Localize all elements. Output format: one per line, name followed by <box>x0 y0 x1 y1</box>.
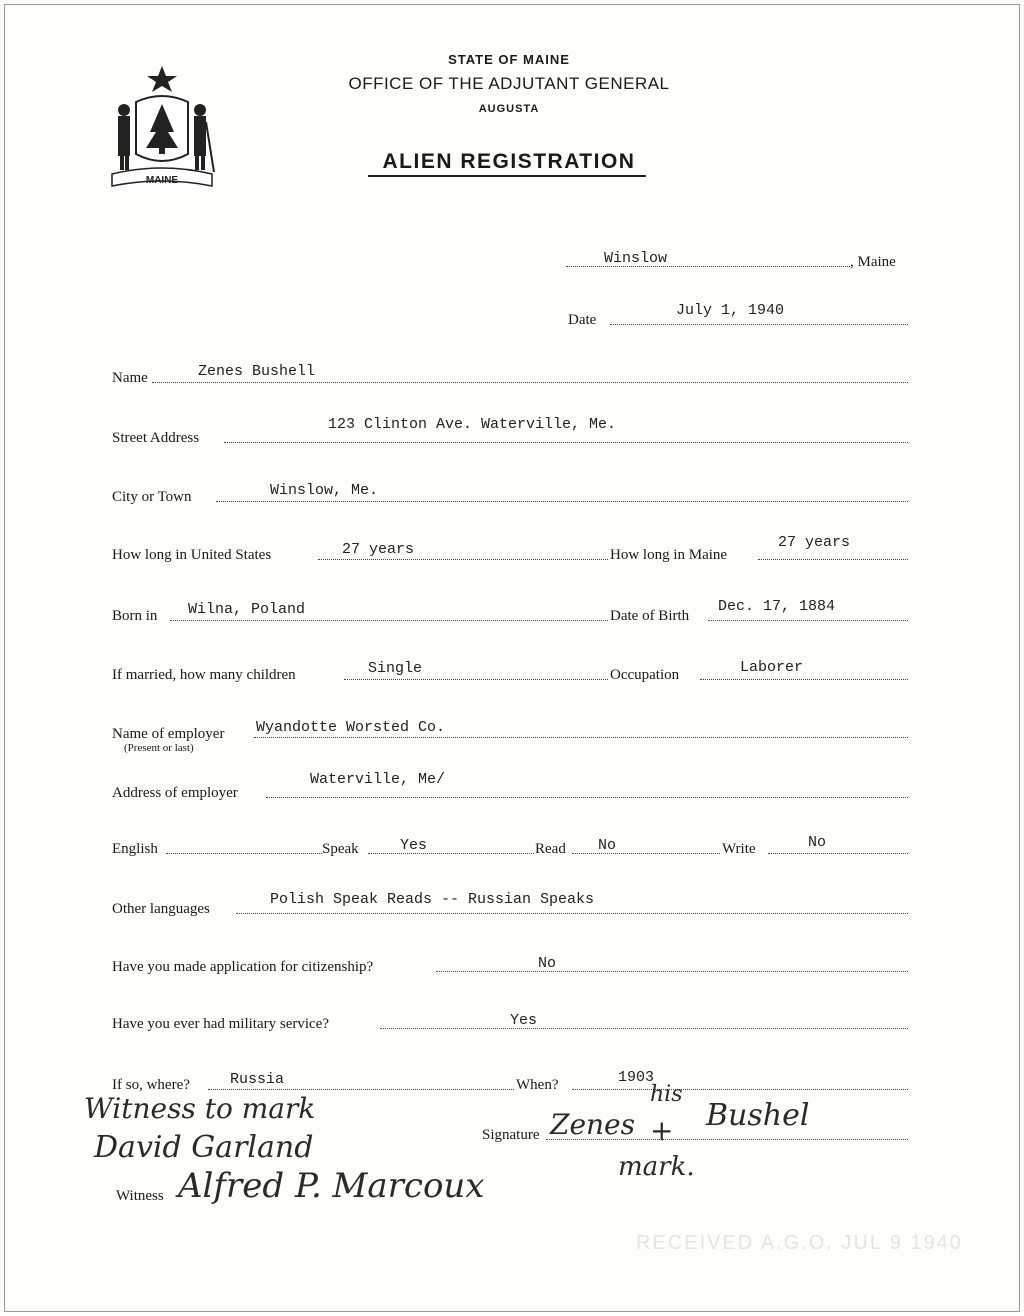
witness-signature[interactable]: Alfred P. Marcoux <box>178 1166 485 1206</box>
signature-last[interactable]: Bushel <box>706 1098 810 1133</box>
where-line <box>208 1089 514 1090</box>
write-value[interactable]: No <box>808 834 827 851</box>
employer-value[interactable]: Wyandotte Worsted Co. <box>256 719 446 736</box>
write-label: Write <box>722 841 756 857</box>
date-label: Date <box>568 312 597 328</box>
name-label: Name <box>112 370 148 386</box>
dob-value[interactable]: Dec. 17, 1884 <box>718 598 836 615</box>
english-line <box>166 853 322 854</box>
street-value[interactable]: 123 Clinton Ave. Waterville, Me. <box>328 416 617 433</box>
when-value[interactable]: 1903 <box>618 1069 655 1086</box>
city-label: City or Town <box>112 489 192 505</box>
header-state: STATE OF MAINE <box>448 52 570 67</box>
speak-line <box>368 853 534 854</box>
name-value[interactable]: Zenes Bushell <box>198 363 316 380</box>
when-line <box>572 1089 908 1090</box>
maine-label: , Maine <box>850 254 896 270</box>
date-line <box>610 324 908 325</box>
when-label: When? <box>516 1077 559 1093</box>
employer-line <box>254 737 908 738</box>
read-value[interactable]: No <box>598 837 617 854</box>
born-value[interactable]: Wilna, Poland <box>188 601 306 618</box>
citizenship-line <box>436 971 908 972</box>
write-line <box>768 853 908 854</box>
street-line <box>224 442 908 443</box>
maine-years-line <box>758 559 908 560</box>
employer-address-value[interactable]: Waterville, Me/ <box>310 771 446 788</box>
witness-note-line1: Witness to mark <box>84 1092 316 1125</box>
military-value[interactable]: Yes <box>510 1012 538 1029</box>
us-years-line <box>318 559 608 560</box>
read-label: Read <box>535 841 566 857</box>
signature-his: his <box>650 1082 683 1107</box>
seal-banner: MAINE <box>145 175 179 186</box>
other-languages-value[interactable]: Polish Speak Reads -- Russian Speaks <box>270 891 595 908</box>
children-value[interactable]: Single <box>368 660 423 677</box>
witness-label: Witness <box>116 1188 164 1204</box>
signature-label: Signature <box>482 1127 540 1143</box>
title-underline <box>368 175 646 177</box>
citizenship-value[interactable]: No <box>538 955 557 972</box>
employer-label: Name of employer <box>112 726 225 742</box>
received-stamp: RECEIVED A.G.O. JUL 9 1940 <box>636 1232 963 1254</box>
street-label: Street Address <box>112 430 200 446</box>
dob-label: Date of Birth <box>610 608 690 624</box>
witness-note-line2: David Garland <box>94 1130 314 1165</box>
date-value[interactable]: July 1, 1940 <box>676 302 785 319</box>
signature-marks: mark. <box>618 1152 695 1182</box>
us-years-value[interactable]: 27 years <box>342 541 415 558</box>
occupation-value[interactable]: Laborer <box>740 659 804 676</box>
speak-label: Speak <box>322 841 359 857</box>
born-line <box>170 620 608 621</box>
city-line <box>216 501 908 502</box>
citizenship-label: Have you made application for citizenship? <box>112 959 374 975</box>
where-value[interactable]: Russia <box>230 1071 285 1088</box>
town-value[interactable]: Winslow <box>604 250 668 267</box>
military-line <box>380 1028 908 1029</box>
born-label: Born in <box>112 608 158 624</box>
header-city: AUGUSTA <box>478 103 540 115</box>
speak-value[interactable]: Yes <box>400 837 428 854</box>
occupation-label: Occupation <box>610 667 680 683</box>
maine-years-value[interactable]: 27 years <box>778 534 851 551</box>
other-languages-line <box>236 913 908 914</box>
signature-mark: + <box>650 1114 674 1147</box>
children-label: If married, how many children <box>112 667 296 683</box>
maine-years-label: How long in Maine <box>610 547 728 563</box>
signature-first[interactable]: Zenes <box>550 1108 635 1141</box>
us-years-label: How long in United States <box>112 547 272 563</box>
occupation-line <box>700 679 908 680</box>
military-label: Have you ever had military service? <box>112 1016 329 1032</box>
children-line <box>344 679 608 680</box>
english-label: English <box>112 841 158 857</box>
header-office: OFFICE OF THE ADJUTANT GENERAL <box>348 74 670 93</box>
where-label: If so, where? <box>112 1077 190 1093</box>
city-value[interactable]: Winslow, Me. <box>270 482 379 499</box>
employer-address-line <box>266 797 908 798</box>
name-line <box>152 382 908 383</box>
employer-sublabel: (Present or last) <box>124 742 194 754</box>
form-title: ALIEN REGISTRATION <box>382 150 636 173</box>
dob-line <box>708 620 908 621</box>
read-line <box>572 853 720 854</box>
employer-address-label: Address of employer <box>112 785 238 801</box>
other-languages-label: Other languages <box>112 901 210 917</box>
